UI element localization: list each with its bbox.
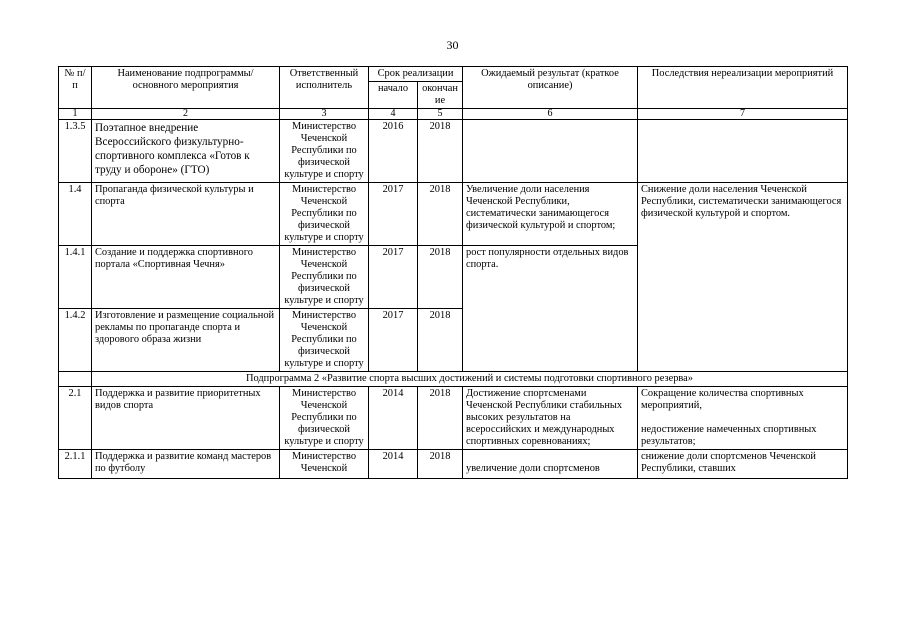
- subprogram-row: [59, 372, 848, 387]
- row-number: 2.1: [59, 387, 92, 450]
- colnum-5: 5: [418, 109, 463, 120]
- header-consequences: Последствия нереализации мероприятий: [638, 67, 848, 109]
- responsible: Министерство Чеченской Республики по физической культуре и спорту: [280, 387, 369, 450]
- header-responsible: Ответственный исполнитель: [280, 67, 369, 109]
- end-year: 2018: [418, 183, 463, 246]
- header-name: Наименование подпрограммы/ основного мероприятия: [92, 67, 280, 109]
- header-term: Срок реализации: [369, 67, 463, 82]
- header-no: № п/п: [59, 67, 92, 109]
- end-year: 2018: [418, 450, 463, 479]
- header-start: начало: [369, 82, 418, 109]
- column-numbers-row: [59, 109, 848, 120]
- result: [463, 450, 638, 479]
- result-text: увеличение доли спортсменов: [466, 463, 600, 474]
- start-year: 2014: [369, 387, 418, 450]
- consequence-part-b: недостижение намеченных спортивных результатов;: [641, 424, 817, 447]
- result: [463, 120, 638, 183]
- result: Достижение спортсменами Чеченской Республики стабильных высоких результатов на всероссийских и международных спортивных соревнованиях;: [463, 387, 638, 450]
- start-year: 2017: [369, 309, 418, 372]
- measure-name: Поэтапное внедрение Всероссийского физкультурно-спортивного комплекса «Готов к труду и обороне» (ГТО): [92, 120, 280, 183]
- row-number: 1.3.5: [59, 120, 92, 183]
- end-year: 2018: [418, 309, 463, 372]
- header-row: [59, 67, 848, 82]
- measure-name: Изготовление и размещение социальной рекламы по пропаганде спорта и здорового образа жизни: [92, 309, 280, 372]
- responsible: Министерство Чеченской Республики по физической культуре и спорту: [280, 309, 369, 372]
- consequences: [638, 387, 848, 450]
- header-end: окончан ие: [418, 82, 463, 109]
- result: Увеличение доли населения Чеченской Республики, систематически занимающегося физической культурой и спортом;: [463, 183, 638, 246]
- consequences: Снижение доли населения Чеченской Республики, систематически занимающегося физической культурой и спортом.: [638, 183, 848, 372]
- measure-name: Поддержка и развитие команд мастеров по футболу: [92, 450, 280, 479]
- consequences: снижение доли спортсменов Чеченской Республики, ставших: [638, 450, 848, 479]
- colnum-4: 4: [369, 109, 418, 120]
- subprogram-title: Подпрограмма 2 «Развитие спорта высших достижений и системы подготовки спортивного резерва»: [92, 372, 848, 387]
- end-year: 2018: [418, 246, 463, 309]
- colnum-7: 7: [638, 109, 848, 120]
- responsible: Министерство Чеченской Республики по физической культуре и спорту: [280, 183, 369, 246]
- page-number: 30: [446, 38, 459, 52]
- responsible: Министерство Чеченской: [280, 450, 369, 479]
- row-number: 1.4.2: [59, 309, 92, 372]
- start-year: 2016: [369, 120, 418, 183]
- responsible: Министерство Чеченской Республики по физической культуре и спорту: [280, 120, 369, 183]
- end-year: 2018: [418, 387, 463, 450]
- colnum-1: 1: [59, 109, 92, 120]
- start-year: 2017: [369, 246, 418, 309]
- measures-table: [58, 66, 848, 479]
- table-row: [59, 120, 848, 183]
- table-row: [59, 183, 848, 246]
- row-number: 1.4: [59, 183, 92, 246]
- row-number: 1.4.1: [59, 246, 92, 309]
- consequences: [638, 120, 848, 183]
- result: рост популярности отдельных видов спорта.: [463, 246, 638, 372]
- measure-name: Поддержка и развитие приоритетных видов спорта: [92, 387, 280, 450]
- section-no: [59, 372, 92, 387]
- colnum-3: 3: [280, 109, 369, 120]
- responsible: Министерство Чеченской Республики по физической культуре и спорту: [280, 246, 369, 309]
- colnum-2: 2: [92, 109, 280, 120]
- measure-name: Создание и поддержка спортивного портала «Спортивная Чечня»: [92, 246, 280, 309]
- header-result: Ожидаемый результат (краткое описание): [463, 67, 638, 109]
- measure-name: Пропаганда физической культуры и спорта: [92, 183, 280, 246]
- colnum-6: 6: [463, 109, 638, 120]
- row-number: 2.1.1: [59, 450, 92, 479]
- table-row: [59, 450, 848, 479]
- start-year: 2014: [369, 450, 418, 479]
- table-row: [59, 387, 848, 450]
- start-year: 2017: [369, 183, 418, 246]
- consequence-part-a: Сокращение количества спортивных мероприятий,: [641, 388, 804, 411]
- end-year: 2018: [418, 120, 463, 183]
